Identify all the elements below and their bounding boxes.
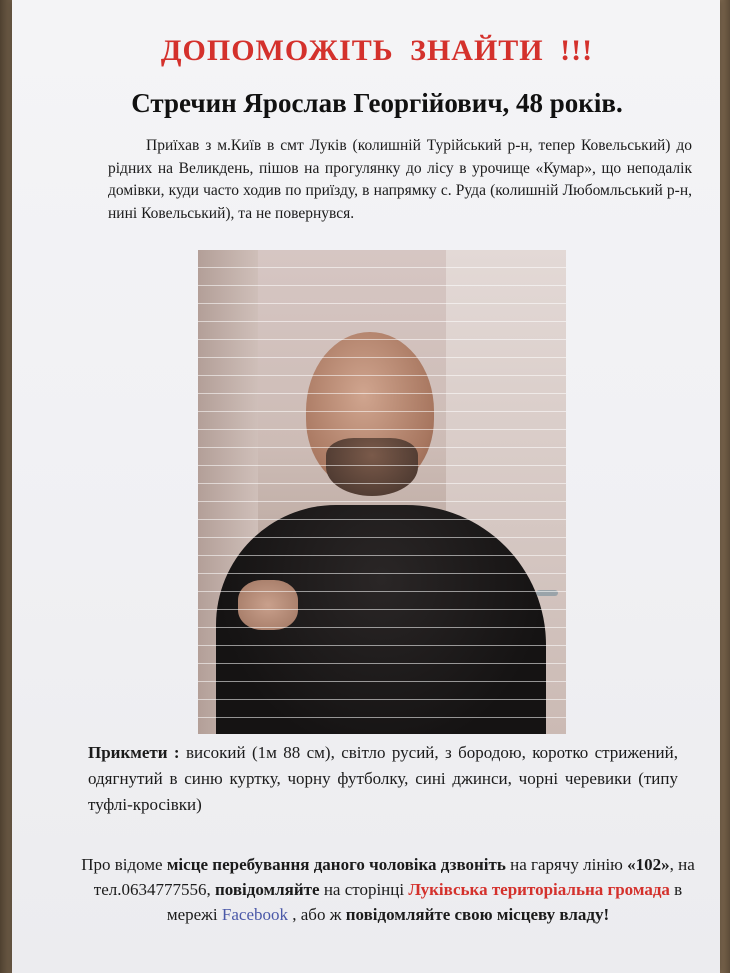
hotline-number: «102» xyxy=(627,855,670,874)
contact-text-2: на гарячу лінію xyxy=(505,855,628,874)
person-name-age: Стречин Ярослав Георгійович, 48 років. xyxy=(131,88,623,118)
community-page-name: Луківська територіальна громада xyxy=(408,880,670,899)
contact-text-1: Про відоме xyxy=(81,855,167,874)
contact-bold-3: повідомляйте xyxy=(215,880,320,899)
signs-text: високий (1м 88 см), світло русий, з бородою, коротко стрижений, одягнутий в синю куртку, чорну футболку, сині джинси, чорні черевики (типу туфлі-кросівки) xyxy=(88,743,678,814)
poster-headline: ДОПОМОЖІТЬ ЗНАЙТИ !!! xyxy=(160,34,594,67)
contact-text-5: в мережі xyxy=(166,880,683,924)
contact-text-3: , на тел.0634777556, xyxy=(93,855,695,899)
signs-paragraph xyxy=(88,740,678,818)
contact-text-6: , або ж xyxy=(288,905,346,924)
contact-bold-4: повідомляйте свою місцеву владу! xyxy=(345,905,610,924)
photo-print-lines xyxy=(198,250,566,734)
signs-label: Прикмети : xyxy=(88,743,180,762)
contact-bold-1: місце перебування даного чоловіка дзвоніть xyxy=(166,855,506,874)
story-paragraph: Приїхав з м.Київ в смт Луків (колишній Турійський р-н, тепер Ковельський) до рідних на Великдень, пішов на прогулянку до лісу в урочище «Кумар», що неподалік домівки, куди часто ходив по приїзду, в напрямку с. Руда (колишній Любомльський р-н, нині Ковельський), та не повернувся. xyxy=(108,137,692,222)
contact-text-4: на сторінці xyxy=(319,880,409,899)
person-photo xyxy=(198,250,566,734)
contact-paragraph xyxy=(78,852,698,927)
facebook-label: Facebook xyxy=(221,905,288,924)
